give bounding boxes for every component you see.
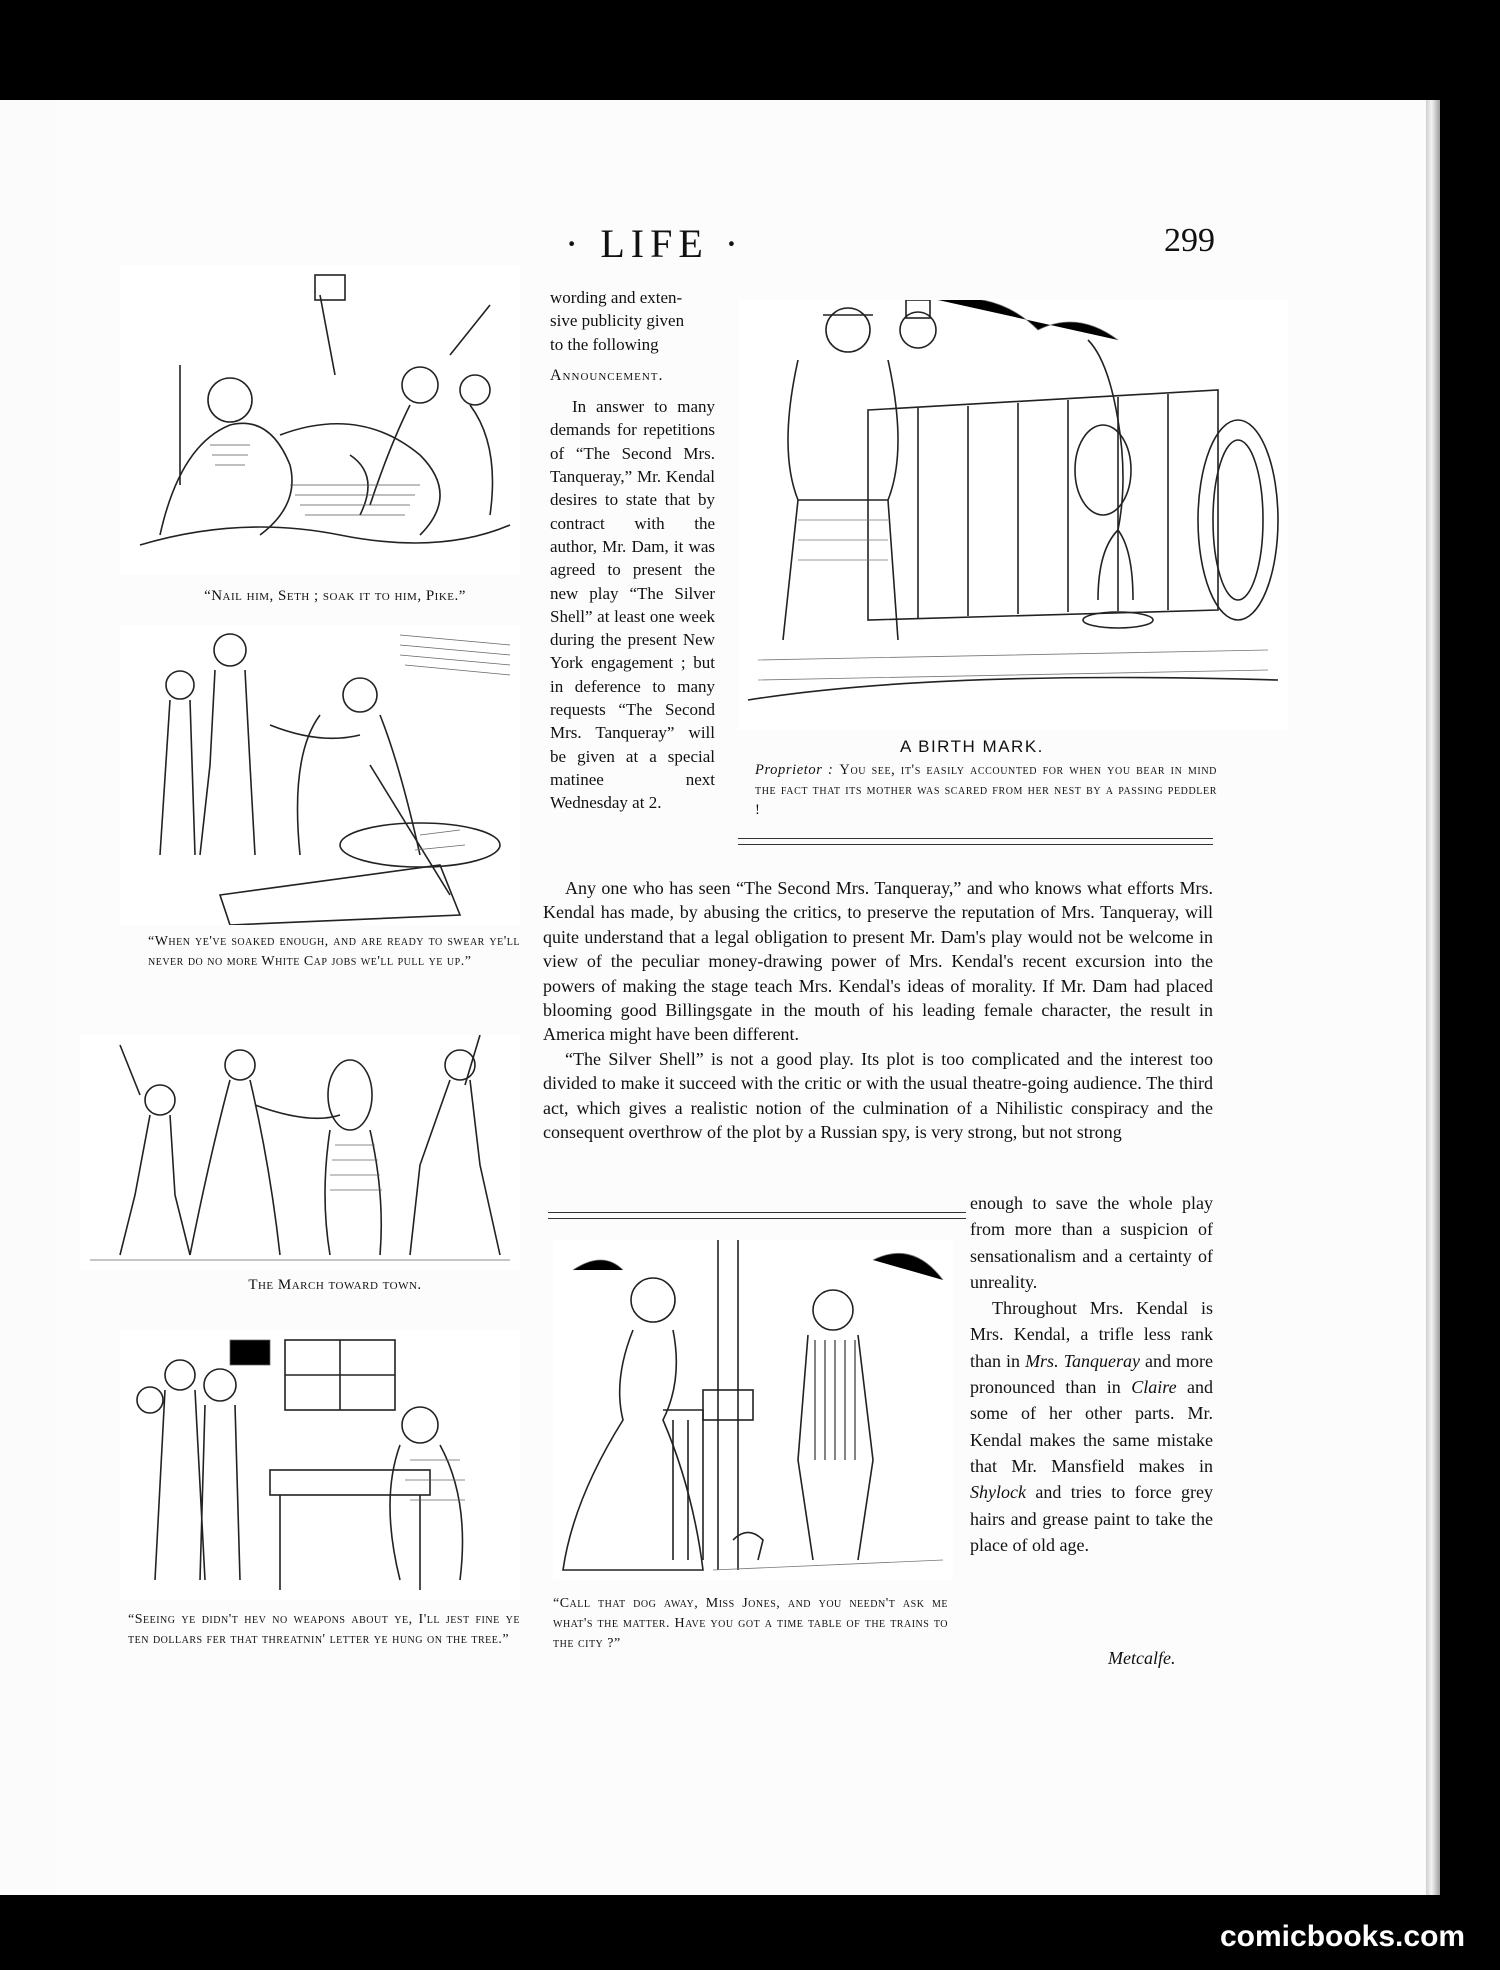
left-page-edge (0, 100, 56, 1895)
divider-rule-top (738, 838, 1213, 845)
intro-line-1: wording and exten- (550, 288, 683, 307)
narrow-text-title-shylock: Shylock (970, 1482, 1026, 1503)
caption-march: The March toward town. (248, 1277, 422, 1293)
announcement-heading: Announcement. (550, 366, 664, 384)
caption-miss-jones: “Call that dog away, Miss Jones, and you needn't ask me what's the matter. Have you got a time table of the trains to the city ?” (553, 1596, 948, 1651)
birth-mark-caption (755, 760, 1217, 820)
narrow-text-e: and some of her other parts. Mr. Kendal makes the same mistake that Mr. Mansfield makes in (970, 1377, 1213, 1476)
illustration-court (120, 1330, 520, 1600)
illustration-miss-jones-drawing (553, 1240, 953, 1580)
page-stack-edge (1426, 100, 1440, 1895)
watermark: comicbooks.com (1220, 1920, 1466, 1953)
illustration-march (80, 1035, 520, 1270)
narrow-continuation: enough to save the whole play from more than a suspicion of sensationalism and a certainty of unreality. (970, 1193, 1213, 1292)
birth-mark-quote: You see, it's easily accounted for when you bear in mind the fact that its mother was scared from her nest by a passing peddler ! (755, 762, 1217, 818)
right-narrow-column (970, 1190, 1213, 1558)
announcement-text: In answer to many demands for repetitions of “The Second Mrs. Tanqueray,” Mr. Kendal desires to state that by contract with the author, Mr. Dam, it was agreed to present the new play “The Silver Shell” at least one week during the present New York engagement ; but in deference to many requests “The Second Mrs. Tanqueray” will be given at a special matinee next Wednesday at 2. (550, 397, 715, 813)
birth-mark-title: A BIRTH MARK. (900, 737, 1044, 756)
illustration-miss-jones (553, 1240, 953, 1580)
narrow-text-a: Throughout Mrs. Kendal is Mrs. Kendal, a trifle less rank than in (970, 1298, 1213, 1371)
caption-soaked-enough: “When ye've soaked enough, and are ready to swear ye'll never do no more White Cap jobs we'll pull ye up.” (148, 934, 520, 969)
birth-mark-speaker: Proprietor : (755, 762, 834, 778)
illustration-well (120, 625, 520, 925)
page-number: 299 (1164, 222, 1215, 259)
narrow-text-g: and tries to force grey hairs and grease paint to take the place of old age. (970, 1482, 1213, 1555)
illustration-birth-mark-drawing (738, 300, 1288, 730)
caption-fine: “Seeing ye didn't hev no weapons about ye, I'll jest fine ye ten dollars fer that threatnin' letter ye hung on the tree.” (128, 1612, 520, 1647)
narrow-text-c: and more pronounced than in (970, 1350, 1213, 1398)
narrow-paragraph-2 (970, 1295, 1213, 1558)
illustration-fight-drawing (120, 265, 520, 575)
illustration-birth-mark (738, 300, 1288, 730)
body-paragraph-2: “The Silver Shell” is not a good play. Its plot is too complicated and the interest too divided to make it succeed with the critic or with the usual theatre-going audience. The third act, which gives a realistic notion of the culmination of a Nihilistic conspiracy and the consequent overthrow of the plot by a Russian spy, is very strong, but not strong (543, 1048, 1213, 1143)
illustration-march-drawing (80, 1035, 520, 1270)
narrow-text-title-claire: Claire (1131, 1377, 1177, 1398)
caption-nail-him: “Nail him, Seth ; soak it to him, Pike.” (204, 588, 466, 604)
article-body (543, 876, 1213, 1144)
narrow-text-title-tanqueray: Mrs. Tanqueray (1025, 1350, 1140, 1371)
masthead: · LIFE · (565, 221, 745, 266)
intro-line-2: sive publicity given (550, 311, 685, 331)
intro-line-3: to the following (550, 334, 659, 354)
divider-rule-middle (548, 1212, 966, 1219)
illustration-court-drawing (120, 1330, 520, 1600)
illustration-well-drawing (120, 625, 520, 925)
illustration-fight (120, 265, 520, 575)
body-paragraph-1: Any one who has seen “The Second Mrs. Tanqueray,” and who knows what efforts Mrs. Kendal has made, by abusing the critics, to preserve the reputation of Mrs. Tanqueray, will quite understand that a legal obligation to present Mr. Dam's play would not be welcome in view of the peculiar money-drawing power of Mrs. Kendal's recent excursion into the powers of making the stage teach Mrs. Kendal's ideas of morality. If Mr. Dam had placed blooming good Billingsgate in the mouth of his leading female character, the result in America might have been different. (543, 878, 1213, 1045)
author-signature: Metcalfe. (1108, 1648, 1176, 1668)
middle-column (550, 286, 715, 815)
